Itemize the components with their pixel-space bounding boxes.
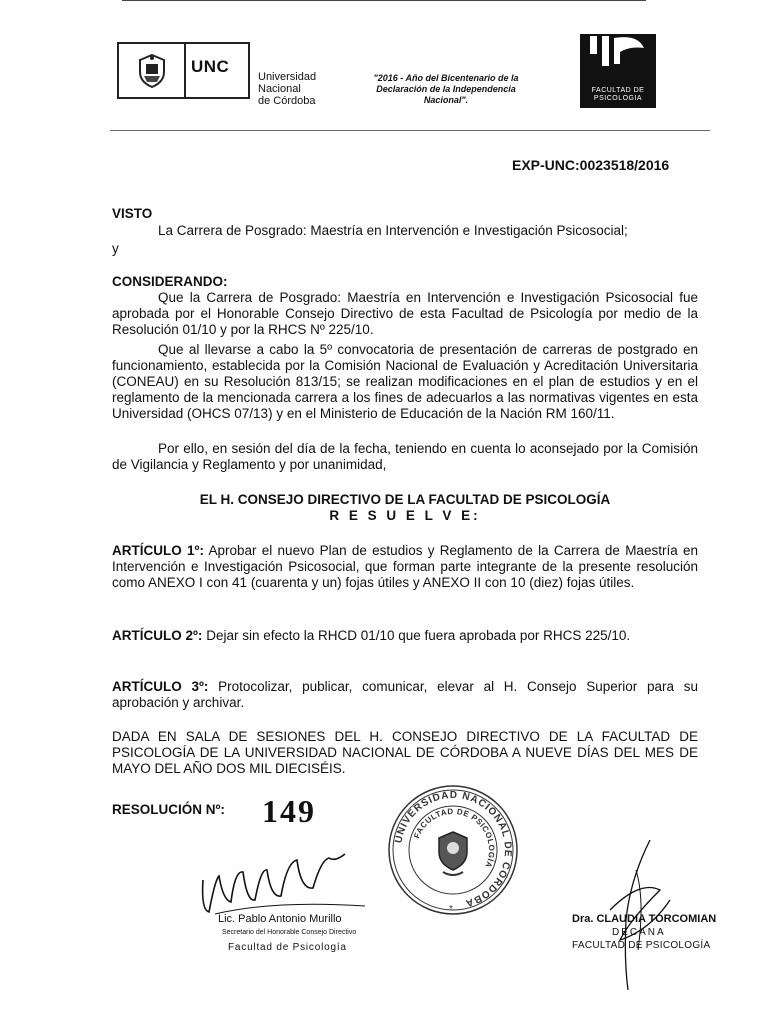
- svg-text:*: *: [449, 904, 453, 915]
- signatory-left-name: Lic. Pablo Antonio Murillo: [218, 913, 342, 925]
- bicentennial-motto: "2016 - Año del Bicentenario de la Declaración de la Independencia Nacional".: [373, 73, 519, 105]
- signatory-left-unit: Facultad de Psicología: [228, 942, 347, 953]
- unc-logo-text: UNC: [191, 57, 230, 76]
- expediente-number: EXP-UNC:0023518/2016: [512, 157, 670, 173]
- university-name: Universidad Nacional de Córdoba: [258, 71, 317, 107]
- signatory-right-unit: FACULTAD DE PSICOLOGÍA: [572, 940, 711, 951]
- considerando-paragraph: Que al llevarse a cabo la 5º convocatoria de presentación de carreras de postgrado en funcionamiento, establecida por la Comisión Nacional de Evaluación y Acreditación Universitaria (CONEAU) en su Resolución 813/15; se realizan modificaciones en el plan de estudios y en el reglamento de la mencionada carrera a los fines de adecuarlos a las normativas vigentes en esta Universidad (OHCS 07/13) y en el Ministerio de Educación de la Nación RM 160/11.: [112, 342, 698, 421]
- signatory-right-role: DECANA: [612, 927, 666, 938]
- top-rule: [122, 0, 646, 1]
- signatory-right-name: Dra. CLAUDIA TORCOMIAN: [572, 913, 717, 925]
- unc-logo: [117, 42, 250, 99]
- resolucion-label: RESOLUCIÓN Nº:: [112, 802, 225, 817]
- articulo-1: ARTÍCULO 1º: Aprobar el nuevo Plan de estudios y Reglamento de la Carrera de Maestría en Intervención e Investigación Psicosocial, que forman parte integrante de la presente resolución como ANEXO I con 41 (cuarenta y un) fojas útiles y ANEXO II con 10 (diez) fojas útiles.: [112, 543, 698, 590]
- resuelve-title: R E S U E L V E:: [329, 508, 481, 523]
- seal-inner-text: FACULTAD DE PSICOLOGÍA: [412, 806, 497, 870]
- seal-ring-text: UNIVERSIDAD NACIONAL DE CÓRDOBA: [393, 789, 514, 909]
- considerando-paragraph: Que la Carrera de Posgrado: Maestría en Intervención e Investigación Psicosocial fue aprobada por el Honorable Consejo Directivo de esta Facultad de Psicología por medio de la Resolución 01/10 y por la RHCS Nº 225/10.: [112, 290, 698, 337]
- articulo-3: ARTÍCULO 3º: Protocolizar, publicar, comunicar, elevar al H. Consejo Superior para su aprobación y archivar.: [112, 679, 698, 710]
- faculty-logo: FACULTAD DE PSICOLOGIA: [580, 34, 656, 108]
- resolucion-number: 149: [262, 793, 316, 829]
- seal-emblem-icon: [439, 832, 467, 875]
- signatory-left-role: Secretario del Honorable Consejo Directivo: [222, 929, 357, 936]
- consejo-title: EL H. CONSEJO DIRECTIVO DE LA FACULTAD DE PSICOLOGÍA: [199, 492, 611, 507]
- signature-left: [195, 840, 375, 920]
- dada-en-sala: DADA EN SALA DE SESIONES DEL H. CONSEJO DIRECTIVO DE LA FACULTAD DE PSICOLOGÍA DE LA UNIVERSIDAD NACIONAL DE CÓRDOBA A NUEVE DÍAS DEL MES DE MAYO DEL AÑO DOS MIL DIECISÉIS.: [112, 729, 698, 776]
- visto-heading: VISTO: [112, 206, 153, 221]
- articulo-2: ARTÍCULO 2º: Dejar sin efecto la RHCD 01/10 que fuera aprobada por RHCS 225/10.: [112, 628, 631, 643]
- faculty-seal: [383, 780, 523, 925]
- visto-y: y: [112, 241, 119, 256]
- visto-text: La Carrera de Posgrado: Maestría en Intervención e Investigación Psicosocial;: [158, 223, 628, 238]
- header-divider: [110, 130, 710, 131]
- considerando-paragraph: Por ello, en sesión del día de la fecha, teniendo en cuenta lo aconsejado por la Comisión de Vigilancia y Reglamento y por unanimidad,: [112, 441, 698, 472]
- considerando-heading: CONSIDERANDO:: [112, 274, 228, 289]
- unc-shield-icon: [133, 52, 171, 90]
